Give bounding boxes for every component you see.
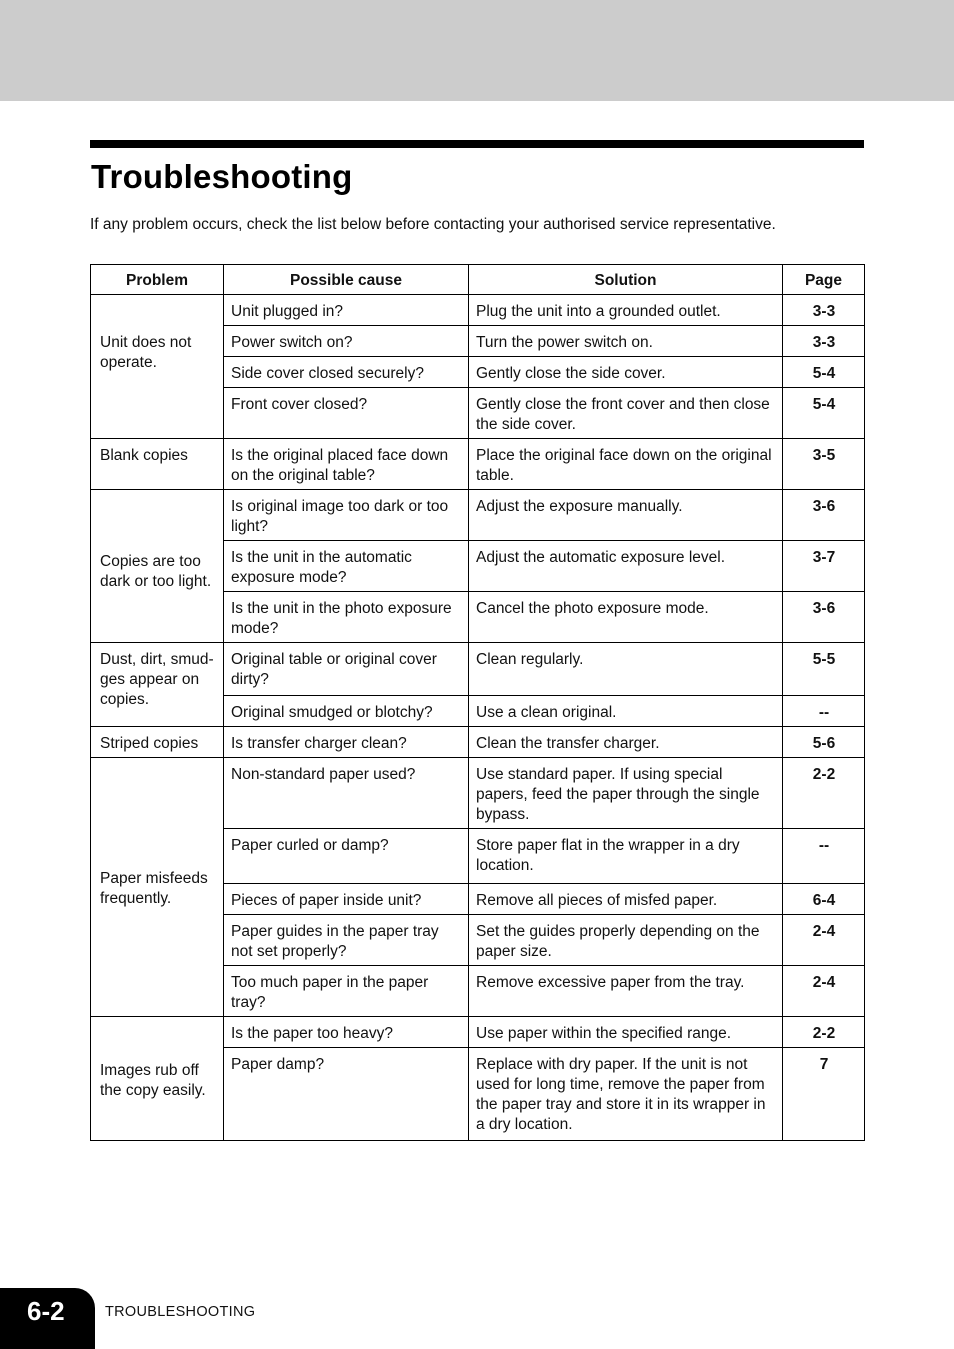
solution-cell: Clean regularly. [469,643,783,696]
table-row [91,758,865,829]
footer-section-label: TROUBLESHOOTING [105,1304,256,1320]
page-ref: 3-3 [783,295,865,326]
header-problem: Problem [91,265,224,295]
solution-cell: Gently close the side cover. [469,357,783,388]
cause-cell: Original table or original cover dirty? [224,643,469,696]
solution-cell: Gently close the front cover and then close the side cover. [469,388,783,439]
problem-cell: Copies are too dark or too light. [91,490,224,643]
cause-cell: Paper guides in the paper tray not set properly? [224,915,469,966]
table-row [91,295,865,326]
table-row [91,727,865,758]
solution-cell: Cancel the photo exposure mode. [469,592,783,643]
problem-cell: Striped copies [91,727,224,758]
solution-cell: Turn the power switch on. [469,326,783,357]
page-ref: 5-4 [783,388,865,439]
solution-cell: Adjust the exposure manually. [469,490,783,541]
solution-cell: Set the guides properly depending on the paper size. [469,915,783,966]
cause-cell: Front cover closed? [224,388,469,439]
solution-cell: Remove excessive paper from the tray. [469,966,783,1017]
cause-cell: Is the unit in the automatic exposure mode? [224,541,469,592]
cause-cell: Paper damp? [224,1048,469,1141]
table-row [91,439,865,490]
problem-cell: Unit does not operate. [91,295,224,439]
solution-cell: Place the original face down on the original table. [469,439,783,490]
table-row [91,490,865,541]
cause-cell: Non-standard paper used? [224,758,469,829]
cause-cell: Is the unit in the photo exposure mode? [224,592,469,643]
solution-cell: Use a clean original. [469,696,783,727]
cause-cell: Power switch on? [224,326,469,357]
solution-cell: Use paper within the specified range. [469,1017,783,1048]
cause-cell: Unit plugged in? [224,295,469,326]
page-ref: 5-6 [783,727,865,758]
solution-cell: Store paper flat in the wrapper in a dry location. [469,829,783,884]
page-ref: 2-4 [783,915,865,966]
header-page: Page [783,265,865,295]
cause-cell: Too much paper in the paper tray? [224,966,469,1017]
solution-cell: Plug the unit into a grounded outlet. [469,295,783,326]
intro-text: If any problem occurs, check the list below before contacting your authorised service representative. [90,216,776,233]
solution-cell: Replace with dry paper. If the unit is not used for long time, remove the paper from the paper tray and store it in its wrapper in a dry location. [469,1048,783,1141]
page-ref: 5-4 [783,357,865,388]
page-ref: -- [783,696,865,727]
header-cause: Possible cause [224,265,469,295]
title-rule [90,140,864,148]
troubleshooting-table [90,264,865,1141]
solution-cell: Use standard paper. If using special papers, feed the paper through the single bypass. [469,758,783,829]
problem-cell: Images rub off the copy easily. [91,1017,224,1141]
table-header-row [91,265,865,295]
cause-cell: Is the original placed face down on the original table? [224,439,469,490]
page-ref: 2-4 [783,966,865,1017]
page-ref: 3-6 [783,592,865,643]
problem-cell: Blank copies [91,439,224,490]
table-row [91,1017,865,1048]
cause-cell: Is the paper too heavy? [224,1017,469,1048]
page-ref: -- [783,829,865,884]
page-title: Troubleshooting [91,158,353,195]
cause-cell: Paper curled or damp? [224,829,469,884]
table-row [91,643,865,696]
cause-cell: Side cover closed securely? [224,357,469,388]
problem-cell: Dust, dirt, smud-ges appear on copies. [91,643,224,727]
problem-cell: Paper misfeeds frequently. [91,758,224,1017]
header-band [0,0,954,101]
solution-cell: Clean the transfer charger. [469,727,783,758]
footer-page-number: 6-2 [27,1296,65,1326]
cause-cell: Is original image too dark or too light? [224,490,469,541]
page-ref: 3-5 [783,439,865,490]
header-solution: Solution [469,265,783,295]
page-ref: 5-5 [783,643,865,696]
page-ref: 3-3 [783,326,865,357]
page-ref: 2-2 [783,1017,865,1048]
cause-cell: Original smudged or blotchy? [224,696,469,727]
cause-cell: Is transfer charger clean? [224,727,469,758]
solution-cell: Remove all pieces of misfed paper. [469,884,783,915]
solution-cell: Adjust the automatic exposure level. [469,541,783,592]
page-ref: 2-2 [783,758,865,829]
cause-cell: Pieces of paper inside unit? [224,884,469,915]
page-ref: 6-4 [783,884,865,915]
page-ref: 7 [783,1048,865,1141]
page-ref: 3-6 [783,490,865,541]
page-ref: 3-7 [783,541,865,592]
